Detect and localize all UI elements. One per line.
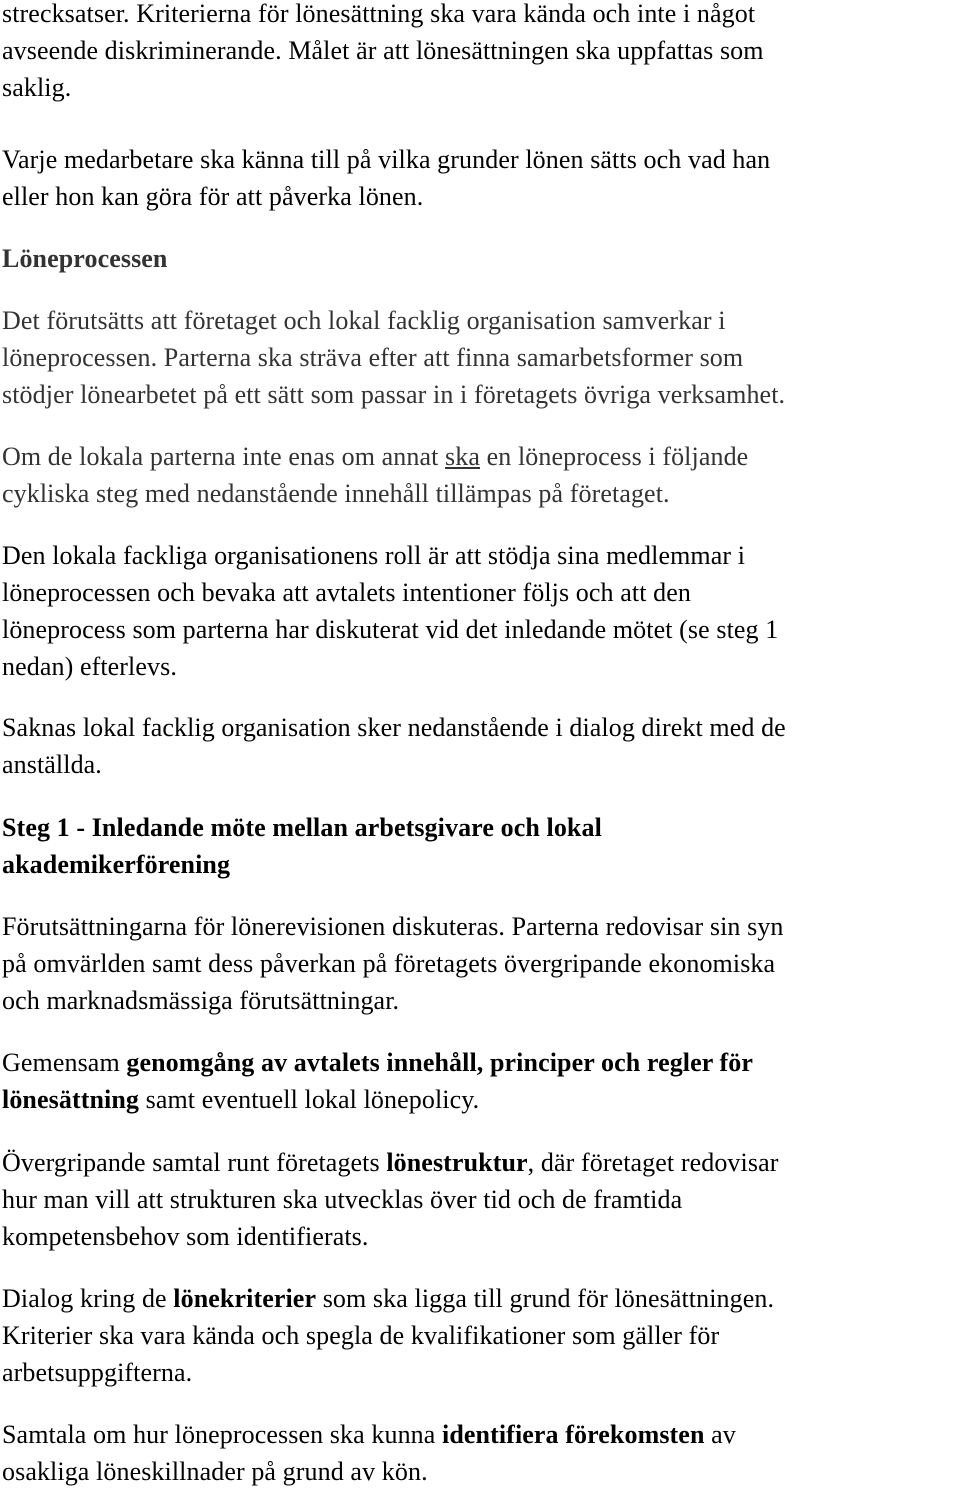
paragraph-line: cykliska steg med nedanstående innehåll tillämpas på företaget. bbox=[2, 479, 670, 508]
paragraph-line: osakliga löneskillnader på grund av kön. bbox=[2, 1457, 428, 1486]
paragraph-line: och marknadsmässiga förutsättningar. bbox=[2, 986, 400, 1015]
paragraph-line bbox=[2, 1084, 479, 1116]
paragraph-line bbox=[2, 441, 748, 473]
paragraph-line: Kriterier ska vara kända och spegla de kvalifikationer som gäller för bbox=[2, 1321, 720, 1350]
paragraph-line: strecksatser. Kriterierna för lönesättning ska vara kända och inte i något bbox=[2, 0, 756, 28]
bold-text: genomgång av avtalets innehåll, principer och regler för bbox=[126, 1048, 754, 1077]
bold-text: lönekriterier bbox=[173, 1284, 317, 1313]
bold-text: lönestruktur bbox=[386, 1148, 528, 1177]
underlined-text: ska bbox=[445, 442, 481, 471]
step-heading: Steg 1 - Inledande möte mellan arbetsgivare och lokal bbox=[2, 813, 602, 842]
paragraph-line bbox=[2, 1283, 774, 1315]
text-run: löneprocessen. bbox=[2, 343, 158, 372]
paragraph-line bbox=[2, 1419, 736, 1451]
paragraph-line: på omvärlden samt dess påverkan på företagets övergripande ekonomiska bbox=[2, 949, 776, 978]
paragraph-line: löneprocessen och bevaka att avtalets intentioner följs och att den bbox=[2, 578, 691, 607]
text-run: Om de lokala parterna inte enas om annat bbox=[2, 442, 446, 471]
paragraph-line: saklig. bbox=[2, 73, 72, 102]
text-run: Gemensam bbox=[2, 1048, 127, 1077]
paragraph-line: kompetensbehov som identifierats. bbox=[2, 1222, 369, 1251]
paragraph-line: nedan) efterlevs. bbox=[2, 652, 177, 681]
step-heading: akademikerförening bbox=[2, 850, 231, 879]
paragraph-line: stödjer lönearbetet på ett sätt som passar in i företagets övriga verksamhet. bbox=[2, 380, 786, 409]
text-run: Samtala om hur löneprocessen ska kunna bbox=[2, 1420, 443, 1449]
bold-text: lönesättning bbox=[2, 1085, 140, 1114]
paragraph-line bbox=[2, 1147, 778, 1179]
text-run: en löneprocess i följande bbox=[480, 442, 749, 471]
paragraph-line bbox=[2, 1047, 753, 1079]
bold-text: identifiera förekomsten bbox=[442, 1420, 705, 1449]
text-run: Parterna ska sträva efter att finna samarbetsformer som bbox=[157, 343, 744, 372]
paragraph-line: Det förutsätts att företaget och lokal facklig organisation samverkar i bbox=[2, 306, 726, 335]
text-run: Dialog kring de bbox=[2, 1284, 174, 1313]
paragraph-line: eller hon kan göra för att påverka lönen. bbox=[2, 182, 424, 211]
text-run: , där företaget redovisar bbox=[527, 1148, 779, 1177]
paragraph-line: löneprocess som parterna har diskuterat vid det inledande mötet (se steg 1 bbox=[2, 615, 779, 644]
text-run: av bbox=[704, 1420, 736, 1449]
paragraph-line: arbetsuppgifterna. bbox=[2, 1358, 193, 1387]
paragraph-line bbox=[2, 342, 743, 374]
text-run: som ska ligga till grund för lönesättningen. bbox=[316, 1284, 775, 1313]
paragraph-line: Den lokala fackliga organisationens roll är att stödja sina medlemmar i bbox=[2, 541, 746, 570]
paragraph-line: Saknas lokal facklig organisation sker nedanstående i dialog direkt med de bbox=[2, 713, 786, 742]
paragraph-line: Varje medarbetare ska känna till på vilka grunder lönen sätts och vad han bbox=[2, 145, 771, 174]
text-run: samt eventuell lokal lönepolicy. bbox=[139, 1085, 480, 1114]
paragraph-line: avseende diskriminerande. Målet är att lönesättningen ska uppfattas som bbox=[2, 36, 764, 65]
section-heading: Löneprocessen bbox=[2, 244, 168, 273]
paragraph-line: Förutsättningarna för lönerevisionen diskuteras. Parterna redovisar sin syn bbox=[2, 912, 784, 941]
text-run: Övergripande samtal runt företagets bbox=[2, 1148, 387, 1177]
paragraph-line: hur man vill att strukturen ska utvecklas över tid och de framtida bbox=[2, 1185, 683, 1214]
paragraph-line: anställda. bbox=[2, 750, 102, 779]
